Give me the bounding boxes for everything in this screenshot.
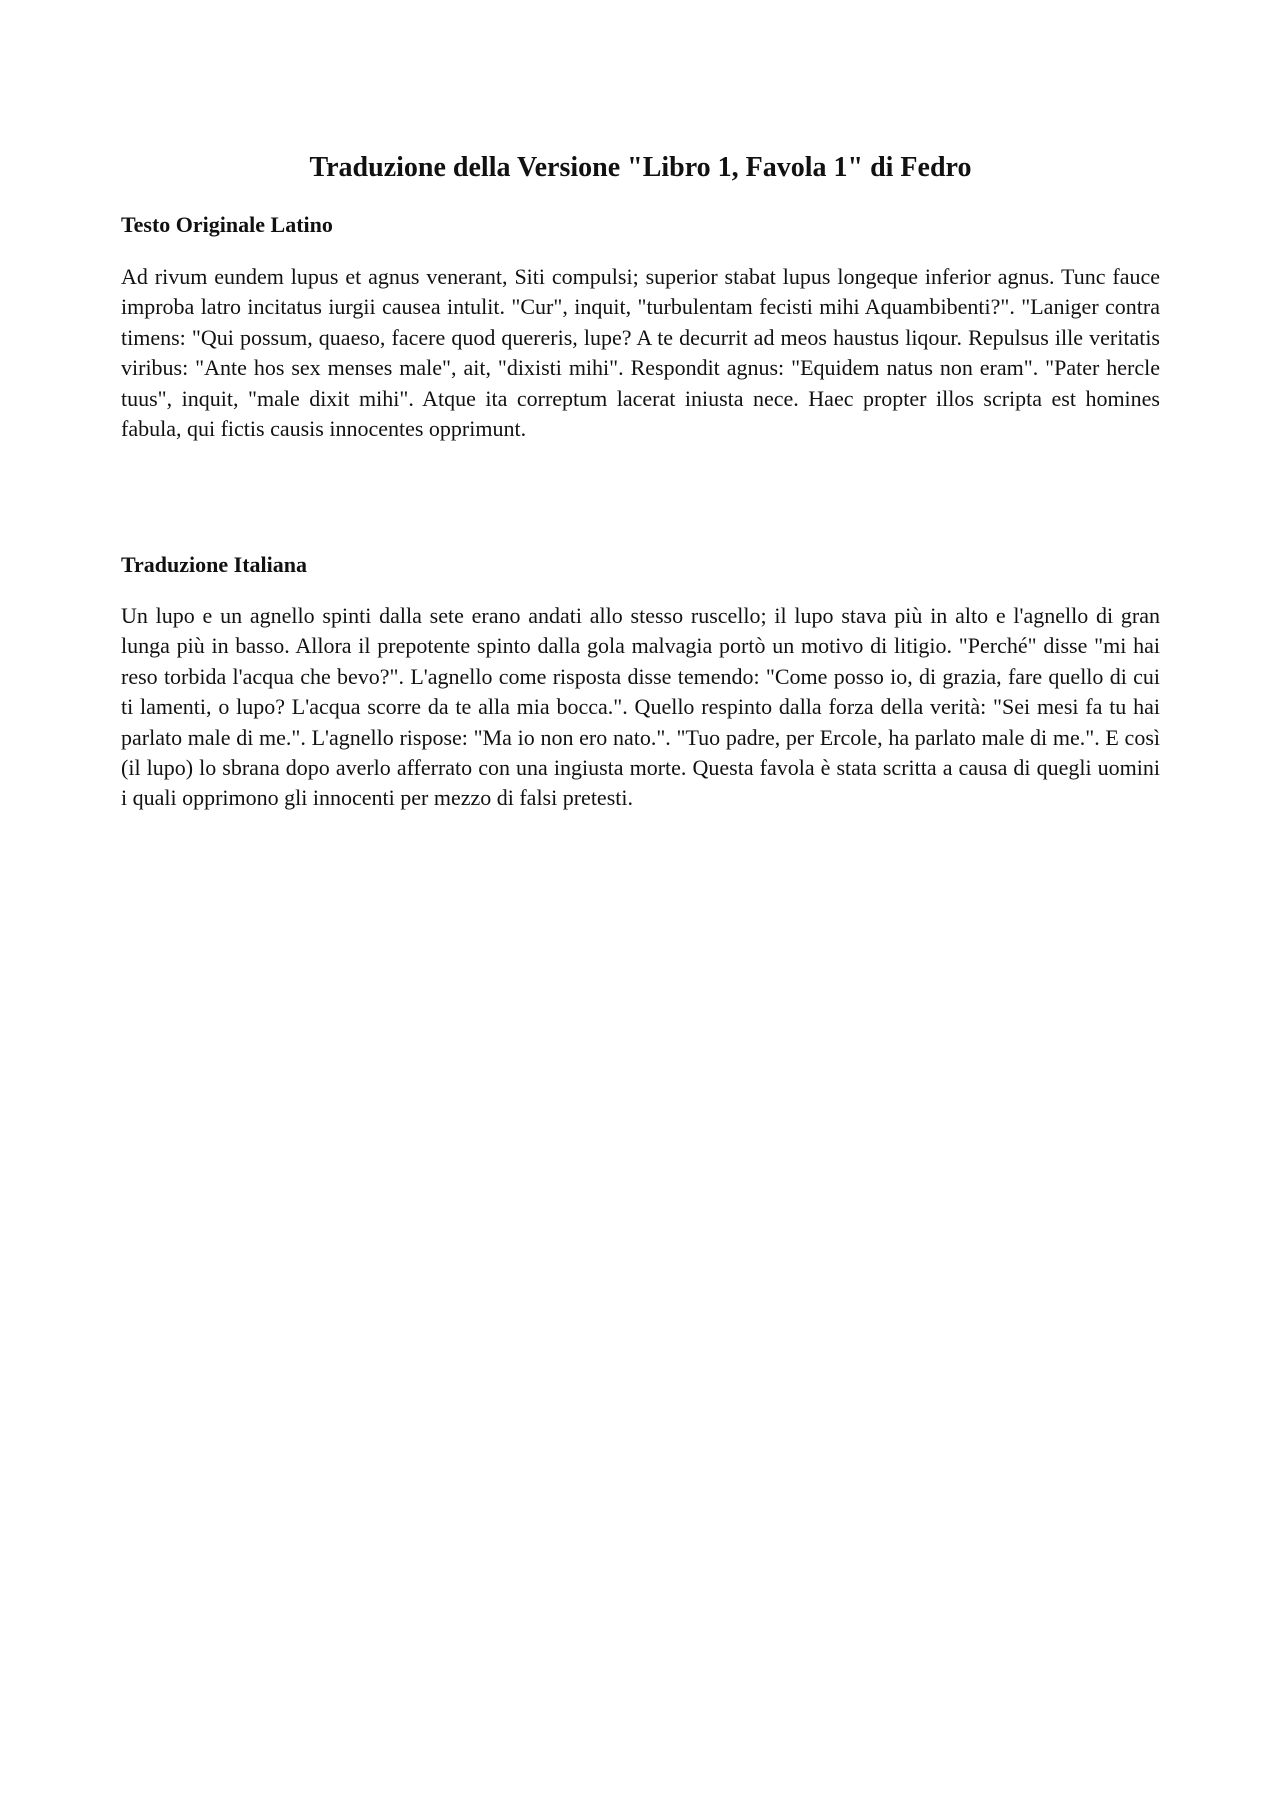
paragraph-italian-translation: Un lupo e un agnello spinti dalla sete erano andati allo stesso ruscello; il lupo stava più in alto e l'agnello di gran lunga più in basso. Allora il prepotente spinto dalla gola malvagia portò un motivo di litigio. "Perché" disse "mi hai reso torbida l'acqua che bevo?". L'agnello come risposta disse temendo: "Come posso io, di grazia, fare quello di cui ti lamenti, o lupo? L'acqua scorre da te alla mia bocca.". Quello respinto dalla forza della verità: "Sei mesi fa tu hai parlato male di me.". L'agnello rispose: "Ma io non ero nato.". "Tuo padre, per Ercole, ha parlato male di me.". E così (il lupo) lo sbrana dopo averlo afferrato con una ingiusta morte. Questa favola è stata scritta a causa di quegli uomini i quali opprimono gli innocenti per mezzo di falsi pretesti.	[121, 603, 1160, 811]
section-heading-latin: Testo Originale Latino	[121, 212, 333, 237]
page-title: Traduzione della Versione "Libro 1, Favola 1" di Fedro	[309, 152, 972, 183]
section-heading-italian: Traduzione Italiana	[121, 552, 308, 577]
paragraph-latin-text: Ad rivum eundem lupus et agnus venerant, Siti compulsi; superior stabat lupus longeque inferior agnus. Tunc fauce improba latro incitatus iurgii causea intulit. "Cur", inquit, "turbulentam fecisti mihi Aquambibenti?". "Laniger contra timens: "Qui possum, quaeso, facere quod quereris, lupe? A te decurrit ad meos haustus liqour. Repulsus ille veritatis viribus: "Ante hos sex menses male", ait, "dixisti mihi". Respondit agnus: "Equidem natus non eram". "Pater hercle tuus", inquit, "male dixit mihi". Atque ita correptum lacerat iniusta nece. Haec propter illos scripta est homines fabula, qui fictis causis innocentes opprimunt.	[121, 264, 1160, 442]
